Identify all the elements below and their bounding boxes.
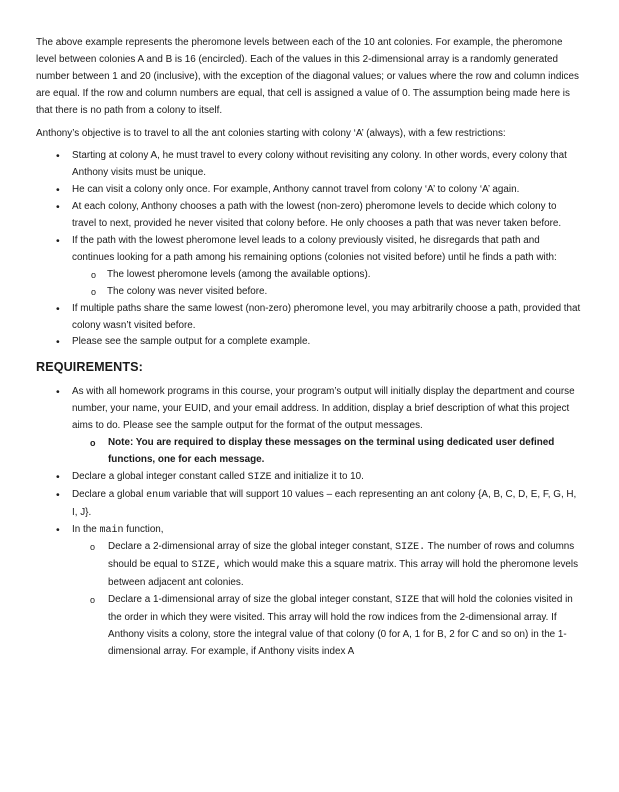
restriction-item: • He can visit a colony only once. For example, Anthony cannot travel from colony ‘A’ to colony ‘A’ again. bbox=[36, 182, 583, 199]
requirement-text: In the bbox=[72, 523, 100, 535]
restriction-item: • At each colony, Anthony chooses a path with the lowest (non-zero) pheromone levels to decide which colony to travel to next, provided he never visited that colony before. He only chooses a path that was never taken before. bbox=[36, 199, 583, 233]
code-term: main bbox=[99, 524, 124, 536]
requirement-item bbox=[36, 469, 583, 487]
objective-paragraph: Anthony’s objective is to travel to all the ant colonies starting with colony ‘A’ (always), with a few restrictions: bbox=[36, 127, 506, 139]
code-term: SIZE. bbox=[395, 542, 426, 554]
restriction-item: • Starting at colony A, he must travel to every colony without revisiting any colony. In other words, every colony that Anthony visits must be unique. bbox=[36, 148, 583, 182]
code-term: enum bbox=[146, 489, 171, 501]
requirement-text: Declare a global bbox=[72, 488, 147, 500]
requirement-item-text: As with all homework programs in this course, your program’s output will initially display the department and course number, your name, your EUID, and your email address. In addition, display a brief description of what this project aims to do. Please see the sample output for the format of the output messages. bbox=[72, 386, 575, 432]
requirement-sublist bbox=[72, 435, 583, 469]
requirement-item bbox=[36, 487, 583, 522]
code-term: SIZE bbox=[247, 471, 272, 483]
restriction-item: • Please see the sample output for a complete example. bbox=[36, 334, 583, 351]
requirement-subitem bbox=[72, 592, 583, 661]
restriction-subitem: o The lowest pheromone levels (among the available options). bbox=[72, 267, 583, 284]
requirement-text: Declare a 1-dimensional array of size the global integer constant, bbox=[108, 594, 396, 606]
requirement-text: and initialize it to 10. bbox=[271, 470, 364, 482]
requirement-text: The number of rows and columns should be equal to bbox=[108, 541, 575, 571]
requirement-text: which would make this a square matrix. This array will hold the pheromone levels between adjacent ant colonies. bbox=[108, 559, 579, 589]
requirement-subitem bbox=[72, 539, 583, 592]
requirement-sublist bbox=[72, 539, 583, 660]
requirement-text: function, bbox=[123, 523, 164, 535]
requirement-text: Declare a 2-dimensional array of size the global integer constant, bbox=[108, 541, 396, 553]
requirement-item bbox=[36, 384, 583, 469]
restriction-sublist bbox=[72, 267, 583, 301]
requirement-text: variable that will support 10 values – each representing an ant colony {A, B, C, D, E, F, G, H, I, J}. bbox=[72, 488, 577, 518]
code-term: SIZE bbox=[395, 595, 420, 607]
requirement-item bbox=[36, 522, 583, 661]
restrictions-list bbox=[36, 148, 583, 351]
restriction-item bbox=[36, 233, 583, 301]
code-term: SIZE, bbox=[191, 560, 222, 572]
requirement-text: that will hold the colonies visited in the order in which they were visited. This array will hold the row indices from the 2-dimensional array. If Anthony visits a colony, store the integral value of that colony (0 for A, 1 for B, 2 for C and so on) in the 1-dimensional array. For example, if Anthony visits index A bbox=[108, 594, 573, 657]
requirements-heading: REQUIREMENTS: bbox=[36, 360, 143, 375]
restriction-item: • If multiple paths share the same lowest (non-zero) pheromone level, you may arbitrarily choose a path, provided that colony wasn’t visited before. bbox=[36, 301, 583, 335]
requirements-list bbox=[36, 384, 583, 661]
requirement-text: Declare a global integer constant called bbox=[72, 470, 248, 482]
intro-paragraph: The above example represents the pheromone levels between each of the 10 ant colonies. For example, the pheromone level between colonies A and B is 16 (encircled). Each of the values in this 2-dimensional array is a randomly generated number between 1 and 20 (inclusive), with the exception of the diagonal values; or values where the row and column indices are equal. If the row and column numbers are equal, that cell is assigned a value of 0. The assumption being made here is that there is no path from a colony to itself. bbox=[36, 37, 579, 116]
restriction-subitem: o The colony was never visited before. bbox=[72, 284, 583, 301]
restriction-item-text: If the path with the lowest pheromone level leads to a colony previously visited, he disregards that path and continues looking for a path among his remaining options (colonies not visited before) until he finds a path with: bbox=[72, 234, 557, 263]
requirement-note: o Note: You are required to display these messages on the terminal using dedicated user defined functions, one for each message. bbox=[72, 435, 583, 469]
document-body bbox=[36, 35, 583, 661]
